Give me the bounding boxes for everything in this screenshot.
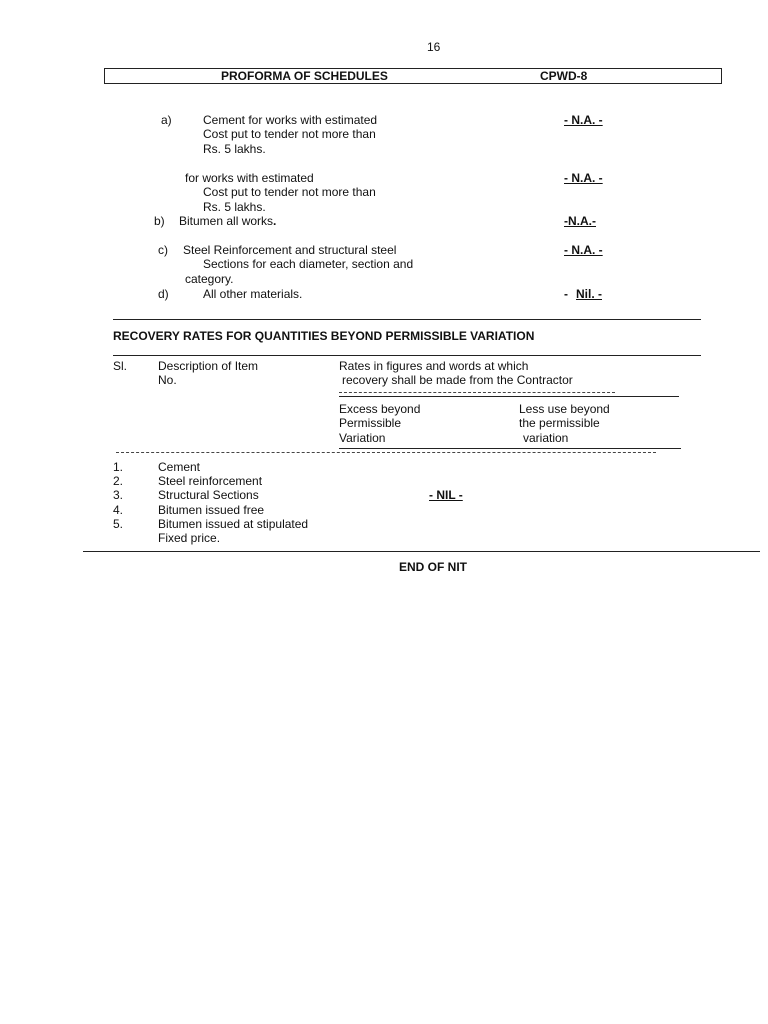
item-a-line-1: Cement for works with estimated (203, 113, 378, 127)
col-header-rates-1: Rates in figures and words at which (339, 359, 529, 373)
item-b-text (179, 214, 276, 228)
header-bottom-rule (339, 448, 681, 449)
sub-excess-3: Variation (339, 431, 386, 445)
row-2-no: 2. (113, 474, 124, 488)
page-number: 16 (427, 40, 441, 54)
item-a-marker: a) (161, 113, 172, 127)
sub-less-3: variation (523, 431, 569, 445)
row-3-desc: Structural Sections (158, 488, 259, 502)
row-5-desc: Bitumen issued at stipulated (158, 517, 309, 531)
col-header-sl: Sl. (113, 359, 128, 373)
schedule-header-box (104, 68, 722, 84)
item-b-value: -N.A.- (564, 214, 596, 228)
table-bottom-rule (83, 551, 760, 552)
item-d-prefix: - (564, 287, 568, 301)
header-dashed-rule (116, 452, 656, 453)
section-divider (113, 319, 701, 320)
row-5-desc-cont: Fixed price. (158, 531, 221, 545)
item-a-line-2: Cost put to tender not more than (203, 127, 376, 141)
col-header-rates-2: recovery shall be made from the Contractor (342, 373, 573, 387)
row-3-no: 3. (113, 488, 124, 502)
item-b-marker: b) (154, 214, 165, 228)
item-c-value: - N.A. - (564, 243, 603, 257)
item-c-line-2: Sections for each diameter, section and (203, 257, 414, 271)
item-d-marker: d) (158, 287, 169, 301)
item-b-dot: . (273, 214, 277, 228)
sub-excess-2: Permissible (339, 416, 402, 430)
row-5-no: 5. (113, 517, 124, 531)
end-of-nit: END OF NIT (399, 560, 467, 574)
item-c-line-1: Steel Reinforcement and structural steel (183, 243, 397, 257)
recovery-heading: RECOVERY RATES FOR QUANTITIES BEYOND PERMISSIBLE VARIATION (113, 329, 535, 343)
item-d-value: Nil. - (576, 287, 602, 301)
row-4-desc: Bitumen issued free (158, 503, 265, 517)
item-b-label: Bitumen all works (179, 214, 274, 228)
item-a-line-3: Rs. 5 lakhs. (203, 142, 266, 156)
row-4-no: 4. (113, 503, 124, 517)
schedule-code: CPWD-8 (540, 69, 588, 83)
col-header-desc-2: No. (158, 373, 177, 387)
row-1-no: 1. (113, 460, 124, 474)
recovery-nil-value: - NIL - (429, 488, 463, 502)
sub-less-1: Less use beyond (519, 402, 610, 416)
sub-less-2: the permissible (519, 416, 600, 430)
rates-sub-rule (339, 396, 679, 397)
item-a-value: - N.A. - (564, 113, 603, 127)
item-d-text: All other materials. (203, 287, 303, 301)
schedule-title: PROFORMA OF SCHEDULES (221, 69, 388, 83)
item-c-marker: c) (158, 243, 168, 257)
item-a2-line-2: Cost put to tender not more than (203, 185, 376, 199)
row-1-desc: Cement (158, 460, 201, 474)
col-header-desc-1: Description of Item (158, 359, 259, 373)
item-a2-line-1: for works with estimated (185, 171, 314, 185)
sub-excess-1: Excess beyond (339, 402, 421, 416)
table-top-rule (113, 355, 701, 356)
item-a2-value: - N.A. - (564, 171, 603, 185)
item-c-line-3: category. (185, 272, 234, 286)
item-a2-line-3: Rs. 5 lakhs. (203, 200, 266, 214)
rates-dashed-rule (339, 392, 615, 393)
row-2-desc: Steel reinforcement (158, 474, 263, 488)
